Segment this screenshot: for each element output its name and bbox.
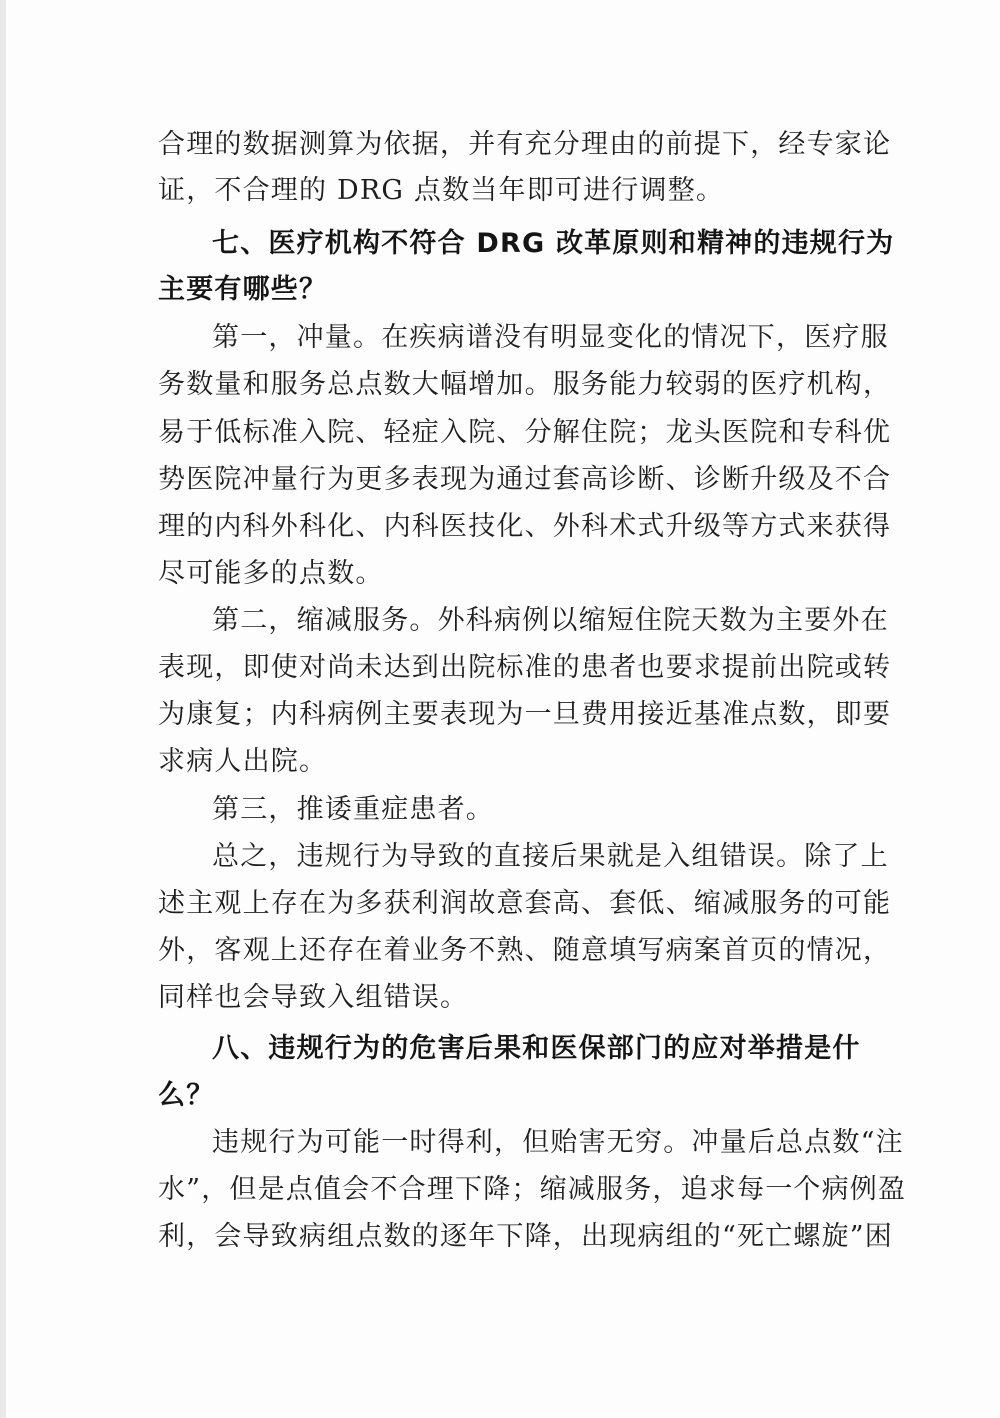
scan-edge <box>0 0 6 1418</box>
body-line: 易于低标准入院、轻症入院、分解住院；龙头医院和专科优 <box>158 417 892 448</box>
body-line: 总之，违规行为导致的直接后果就是入组错误。除了上 <box>212 841 889 872</box>
body-line: 违规行为可能一时得利，但贻害无穷。冲量后总点数“注 <box>212 1127 904 1158</box>
body-line: 水”，但是点值会不合理下降；缩减服务，追求每一个病例盈 <box>158 1174 907 1205</box>
body-line: 求病人出院。 <box>158 746 328 777</box>
body-line: 表现，即使对尚未达到出院标准的患者也要求提前出院或转 <box>158 652 892 683</box>
body-line: 第三，推诿重症患者。 <box>212 794 494 825</box>
body-line: 第二，缩减服务。外科病例以缩短住院天数为主要外在 <box>212 605 889 636</box>
section-heading-8: 八、违规行为的危害后果和医保部门的应对举措是什 <box>212 1033 861 1064</box>
section-heading-8-cont: 么？ <box>158 1080 215 1111</box>
body-line: 述主观上存在为多获利润故意套高、套低、缩减服务的可能 <box>158 888 892 919</box>
section-heading-7-cont: 主要有哪些？ <box>158 274 328 305</box>
section-heading-7: 七、医疗机构不符合 DRG 改革原则和精神的违规行为 <box>212 228 895 259</box>
body-line: 势医院冲量行为更多表现为通过套高诊断、诊断升级及不合 <box>158 464 892 495</box>
body-line: 外，客观上还存在着业务不熟、随意填写病案首页的情况， <box>158 935 892 966</box>
body-line: 为康复；内科病例主要表现为一旦费用接近基准点数，即要 <box>158 699 892 730</box>
body-line: 理的内科外科化、内科医技化、外科术式升级等方式来获得 <box>158 511 892 542</box>
body-line: 务数量和服务总点数大幅增加。服务能力较弱的医疗机构， <box>158 369 892 400</box>
body-line: 证，不合理的 DRG 点数当年即可进行调整。 <box>158 175 725 206</box>
body-line: 合理的数据测算为依据，并有充分理由的前提下，经专家论 <box>158 129 892 160</box>
body-line: 第一，冲量。在疾病谱没有明显变化的情况下，医疗服 <box>212 322 889 353</box>
body-line: 同样也会导致入组错误。 <box>158 982 469 1013</box>
body-line: 利，会导致病组点数的逐年下降，出现病组的“死亡螺旋”困 <box>158 1221 894 1252</box>
body-line: 尽可能多的点数。 <box>158 558 384 589</box>
